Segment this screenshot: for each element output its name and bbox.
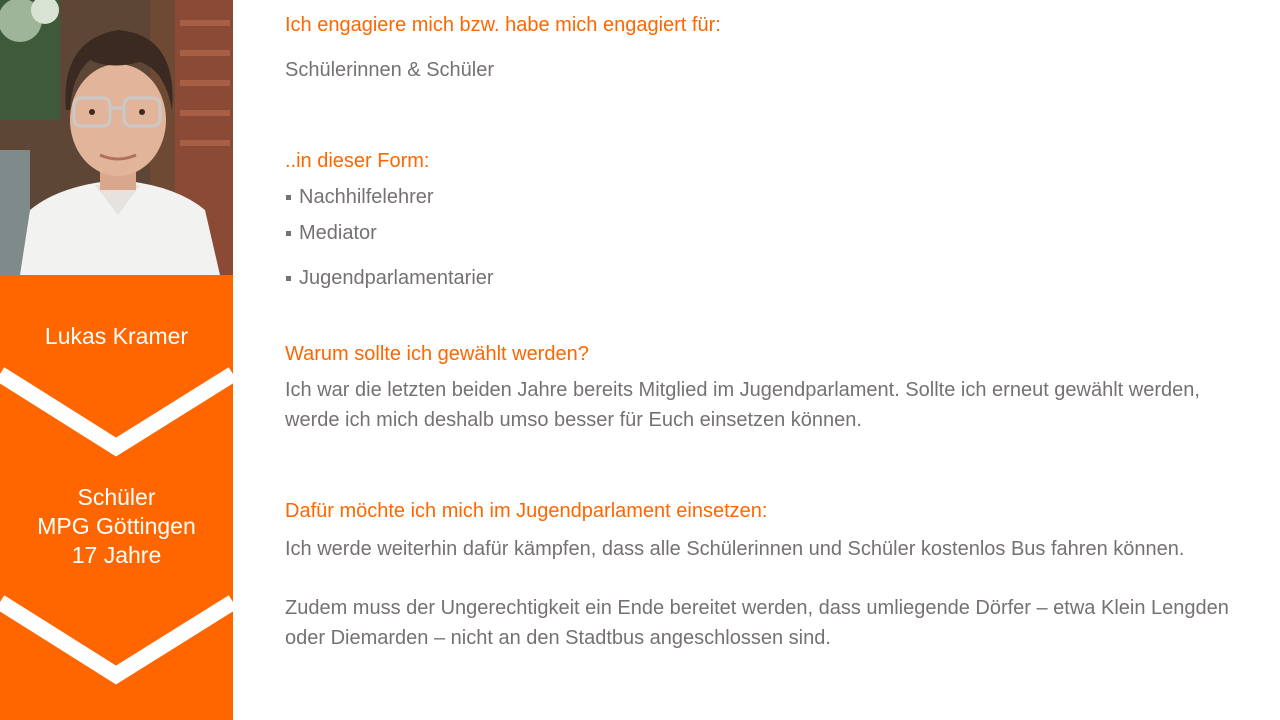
form-list-item bbox=[285, 222, 377, 245]
goals-paragraph: Ich werde weiterhin dafür kämpfen, dass alle Schülerinnen und Schüler kostenlos Bus fahren können. bbox=[285, 538, 1185, 560]
form-heading: ..in dieser Form: bbox=[285, 150, 430, 172]
chevron-divider-icon bbox=[0, 362, 233, 462]
form-list-item-label: Nachhilfelehrer bbox=[299, 186, 434, 208]
goals-heading: Dafür möchte ich mich im Jugendparlament einsetzen: bbox=[285, 500, 768, 522]
candidate-info bbox=[0, 483, 233, 570]
candidate-occupation: Schüler bbox=[77, 484, 156, 510]
engagement-target: Schülerinnen & Schüler bbox=[285, 59, 495, 81]
bullet-icon bbox=[286, 195, 291, 200]
engagement-heading: Ich engagiere mich bzw. habe mich engagiert für: bbox=[285, 14, 721, 36]
candidate-name: Lukas Kramer bbox=[44, 323, 189, 349]
goals-paragraph: Zudem muss der Ungerechtigkeit ein Ende bereitet werden, dass umliegende Dörfer – etwa Klein Lengden oder Diemarden – nicht an den Stadtbus angeschlossen sind. bbox=[285, 597, 1229, 649]
candidate-details bbox=[285, 0, 1245, 720]
bullet-icon bbox=[286, 276, 291, 281]
chevron-divider-icon bbox=[0, 590, 233, 690]
form-list-item bbox=[285, 186, 434, 209]
candidate-age: 17 Jahre bbox=[71, 542, 162, 568]
form-list-item bbox=[285, 267, 494, 290]
why-text: Ich war die letzten beiden Jahre bereits Mitglied im Jugendparlament. Sollte ich erneut gewählt werden, werde ich mich deshalb umso besser für Euch einsetzen können. bbox=[285, 379, 1200, 431]
profile-photo bbox=[0, 0, 233, 275]
candidate-school: MPG Göttingen bbox=[37, 513, 196, 539]
bullet-icon bbox=[286, 231, 291, 236]
why-heading: Warum sollte ich gewählt werden? bbox=[285, 343, 589, 365]
form-list-item-label: Jugendparlamentarier bbox=[299, 267, 494, 289]
form-list-item-label: Mediator bbox=[299, 222, 377, 244]
profile-sidebar bbox=[0, 0, 233, 720]
